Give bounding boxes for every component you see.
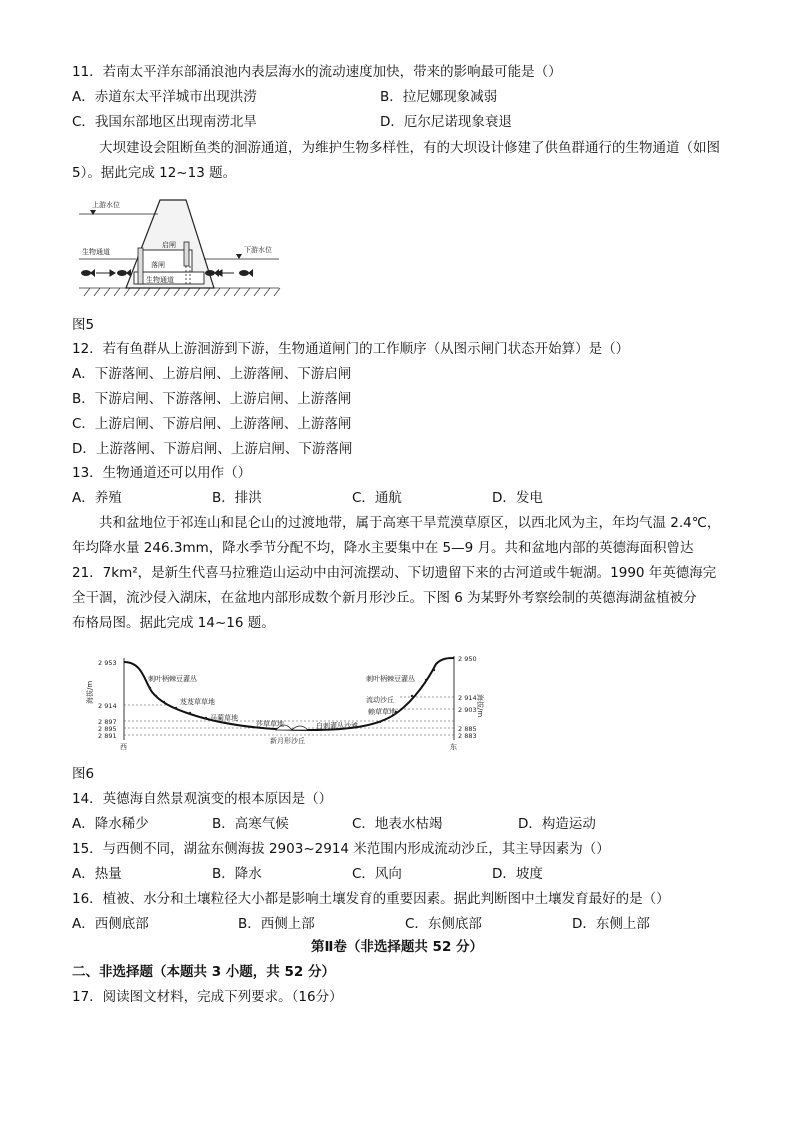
- figure-6-caption: 图6: [72, 766, 95, 782]
- basin-intro-line-1: 共和盆地位于祁连山和昆仑山的过渡地带，属于高寒干旱荒漠草原区，以西北风为主，年均气温 2.4℃，: [99, 515, 721, 531]
- left-tick-3: 2 897: [98, 718, 117, 726]
- veg-east-leymus: 赖草草地: [368, 708, 396, 716]
- q12-option-c: C．上游启闸、下游启闸、上游落闸、上游落闸: [72, 416, 352, 432]
- q15-option-c: C．风向: [352, 866, 402, 882]
- channel-label-bottom: 生物通道: [146, 276, 174, 284]
- q13-option-d: D．发电: [492, 490, 543, 506]
- q13-option-b: B．排洪: [212, 490, 262, 506]
- figure-5-dam-diagram: [74, 192, 284, 300]
- q15-option-d: D．坡度: [492, 866, 543, 882]
- right-tick-3: 2 903: [458, 706, 477, 714]
- basin-intro-line-5: 布格局图。据此完成 14~16 题。: [72, 615, 275, 631]
- q12-option-b: B．下游启闸、下游落闸、上游启闸、上游落闸: [72, 391, 352, 407]
- q14-option-a: A．降水稀少: [72, 816, 149, 832]
- q15-option-b: B．降水: [212, 866, 262, 882]
- fig6-ylabel: 海拔/m: [86, 680, 94, 704]
- upstream-level-label: 上游水位: [92, 201, 120, 209]
- basin-intro-line-4: 全干涸，流沙侵入湖床，在盆地内部形成数个新月形沙丘。下图 6 为某野外考察绘制的英德海湖盆植被分: [72, 590, 697, 606]
- figure-6-lake-profile: [80, 650, 500, 750]
- q17-stem: 17．阅读图文材料，完成下列要求。（16分）: [72, 989, 343, 1005]
- veg-west-sedge: 莎草草地: [256, 720, 284, 728]
- right-tick-4: 2 885: [458, 725, 477, 733]
- gate-down-label: 落闸: [151, 261, 165, 269]
- q11-option-d: D．厄尔尼诺现象衰退: [380, 114, 512, 130]
- basin-intro-line-3: 21．7km²，是新生代喜马拉雅造山运动中由河流摆动、下切遗留下来的古河道或牛轭湖。1990 年英德海完: [72, 565, 717, 581]
- q12-stem: 12．若有鱼群从上游洄游到下游，生物通道闸门的工作顺序（从图示闸门状态开始算）是（）: [72, 341, 630, 357]
- fig6-west: 西: [120, 743, 127, 750]
- basin-intro-line-2: 年均降水量 246.3mm，降水季节分配不均，降水主要集中在 5—9 月。共和盆地内部的英德海面积曾达: [72, 540, 694, 556]
- q13-option-c: C．通航: [352, 490, 402, 506]
- left-tick-4: 2 895: [98, 725, 117, 733]
- veg-east-dune: 流动沙丘: [366, 696, 394, 704]
- right-tick-2: 2 914: [458, 694, 477, 702]
- q12-option-a: A．下游落闸、上游启闸、上游落闸、下游启闸: [72, 366, 352, 382]
- veg-west-achnatherum: 芨芨草草地: [180, 698, 215, 706]
- veg-west-iris: 马蔺草地: [210, 714, 238, 722]
- left-tick-2: 2 914: [98, 702, 117, 710]
- downstream-gate: [184, 242, 189, 266]
- terrain-profile: [124, 658, 454, 730]
- section-2-title: 第Ⅱ卷（非选择题共 52 分）: [310, 939, 484, 955]
- section-2-heading: 二、非选择题（本题共 3 小题，共 52 分）: [72, 964, 335, 980]
- q14-option-d: D．构造运动: [518, 816, 596, 832]
- veg-dune: 新月形沙丘: [270, 737, 305, 745]
- q11-option-b: B．拉尼娜现象减弱: [380, 89, 498, 105]
- ground-hatch: [79, 288, 280, 296]
- figure-5-caption: 图5: [72, 317, 95, 333]
- right-tick-5: 2 883: [458, 732, 477, 740]
- fig6-east: 东: [450, 743, 457, 750]
- q11-option-a: A．赤道东太平洋城市出现洪涝: [72, 89, 257, 105]
- q14-stem: 14．英德海自然景观演变的根本原因是（）: [72, 791, 333, 807]
- left-tick-5: 2 891: [98, 732, 117, 740]
- gate-up-label: 启闸: [162, 241, 176, 249]
- q11-option-c: C．我国东部地区出现南涝北旱: [72, 114, 257, 130]
- fig6-ylabel-right: 海拔/m: [476, 694, 484, 718]
- q14-option-c: C．地表水枯竭: [352, 816, 443, 832]
- veg-east-shrub: 刺叶柄棘豆灌丛: [366, 675, 415, 683]
- upstream-gate: [138, 248, 143, 284]
- q12-option-d: D．上游落闸、下游启闸、上游启闸、下游落闸: [72, 441, 353, 457]
- dam-intro-paragraph: 大坝建设会阻断鱼类的洄游通道，为维护生物多样性，有的大坝设计修建了供鱼群通行的生物通道（如图5）。据此完成 12~13 题。: [72, 140, 720, 181]
- q16-stem: 16．植被、水分和土壤粒径大小都是影响土壤发育的重要因素。据此判断图中土壤发育最好的是（）: [72, 891, 670, 907]
- q11-stem: 11．若南太平洋东部涌浪池内表层海水的流动速度加快，带来的影响最可能是（）: [72, 64, 562, 80]
- downstream-level-label: 下游水位: [244, 246, 272, 254]
- left-tick-1: 2 953: [98, 659, 117, 667]
- channel-label-left: 生物通道: [82, 248, 110, 256]
- q15-stem: 15．与西侧不同，湖盆东侧海拔 2903~2914 米范围内形成流动沙丘，其主导因素为（）: [72, 841, 610, 857]
- q13-option-a: A．养殖: [72, 490, 122, 506]
- q14-option-b: B．高寒气候: [212, 816, 289, 832]
- right-tick-1: 2 950: [458, 655, 477, 663]
- q15-option-a: A．热量: [72, 866, 122, 882]
- q13-stem: 13．生物通道还可以用作（）: [72, 465, 252, 481]
- veg-west-shrub: 刺叶柄棘豆灌丛: [148, 675, 197, 683]
- q16-option-b: B．西侧上部: [238, 916, 315, 932]
- veg-east-nitraria: 白刺灌丛沙滩: [316, 722, 358, 730]
- q16-option-a: A．西侧底部: [72, 916, 149, 932]
- q16-option-c: C．东侧底部: [405, 916, 482, 932]
- q16-option-d: D．东侧上部: [572, 916, 650, 932]
